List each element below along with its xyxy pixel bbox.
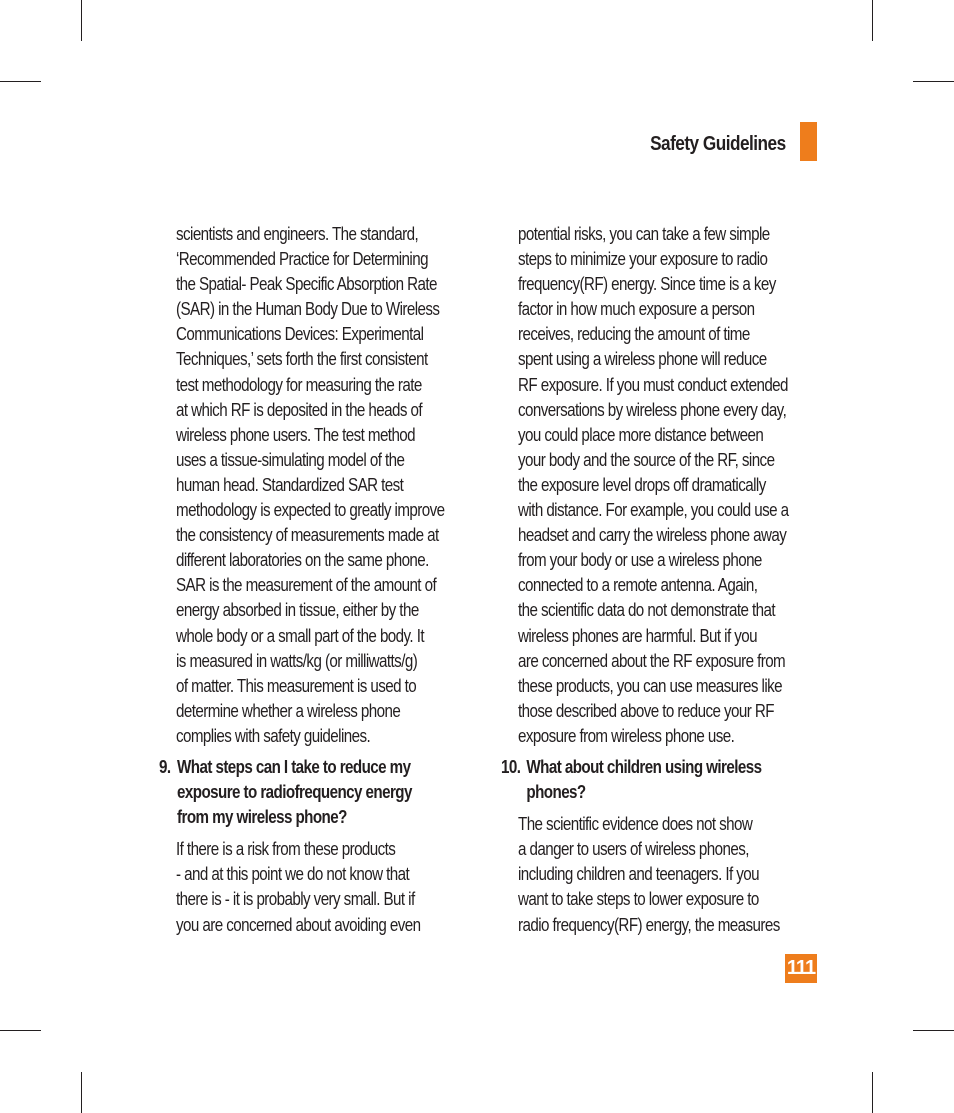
page-number: 111: [785, 954, 817, 983]
text-line: ‘Recommended Practice for Determining: [176, 248, 428, 270]
text-line: at which RF is deposited in the heads of: [176, 398, 423, 420]
text-line: the consistency of measurements made at: [176, 524, 439, 546]
text-line: steps to minimize your exposure to radio: [518, 248, 768, 270]
text-line: receives, reducing the amount of time: [518, 323, 750, 345]
text-line: the Spatial- Peak Specific Absorption Rate: [176, 273, 437, 295]
text-line: is measured in watts/kg (or milliwatts/g): [176, 649, 418, 671]
text-line: you could place more distance between: [518, 423, 764, 445]
right-column: [501, 221, 821, 937]
text-line: uses a tissue-simulating model of the: [176, 448, 405, 470]
text-line: What steps can I take to reduce my: [177, 755, 411, 777]
text-line: exposure from wireless phone use.: [518, 724, 735, 746]
text-line: If there is a risk from these products: [176, 838, 396, 860]
text-line: potential risks, you can take a few simple: [518, 223, 770, 244]
question-number: 9.: [159, 755, 171, 777]
text-line: those described above to reduce your RF: [518, 699, 774, 721]
text-line: want to take steps to lower exposure to: [518, 888, 759, 910]
text-line: spent using a wireless phone will reduce: [518, 348, 767, 370]
text-line: a danger to users of wireless phones,: [518, 838, 749, 860]
text-line: you are concerned about avoiding even: [176, 913, 421, 935]
text-line: connected to a remote antenna. Again,: [518, 574, 758, 596]
crop-mark-top-right-horizontal: [913, 81, 954, 82]
text-line: including children and teenagers. If you: [518, 863, 760, 885]
text-line: wireless phones are harmful. But if you: [518, 624, 758, 646]
text-line: (SAR) in the Human Body Due to Wireless: [176, 298, 440, 320]
text-line: test methodology for measuring the rate: [176, 373, 422, 395]
text-line: from your body or use a wireless phone: [518, 549, 762, 571]
text-line: your body and the source of the RF, since: [518, 448, 775, 470]
text-line: - and at this point we do not know that: [176, 863, 410, 885]
text-line: Communications Devices: Experimental: [176, 323, 424, 345]
text-line: methodology is expected to greatly improve: [176, 499, 445, 521]
text-line: What about children using wireless: [526, 755, 762, 777]
text-line: whole body or a small part of the body. It: [176, 624, 424, 646]
text-line: wireless phone users. The test method: [176, 423, 416, 445]
text-line: the scientific data do not demonstrate that: [518, 599, 775, 621]
text-line: complies with safety guidelines.: [176, 724, 371, 746]
text-line: headset and carry the wireless phone away: [518, 524, 787, 546]
text-line: conversations by wireless phone every day,: [518, 398, 787, 420]
text-line: radio frequency(RF) energy, the measures: [518, 913, 780, 935]
text-line: RF exposure. If you must conduct extended: [518, 373, 788, 395]
text-line: phones?: [526, 781, 586, 803]
text-line: these products, you can use measures like: [518, 674, 783, 696]
question-9-heading: [159, 754, 479, 829]
section-accent-bar: [800, 122, 817, 161]
text-line: human head. Standardized SAR test: [176, 473, 404, 495]
text-line: with distance. For example, you could use a: [518, 499, 789, 521]
text-line: factor in how much exposure a person: [518, 298, 755, 320]
text-line: are concerned about the RF exposure from: [518, 649, 786, 671]
text-line: SAR is the measurement of the amount of: [176, 574, 437, 596]
left-column: [159, 221, 479, 937]
text-line: different laboratories on the same phone.: [176, 549, 429, 571]
question-10-heading: [501, 754, 821, 804]
text-line: Techniques,’ sets forth the first consistent: [176, 348, 428, 370]
text-line: determine whether a wireless phone: [176, 699, 401, 721]
text-line: there is - it is probably very small. But if: [176, 888, 415, 910]
section-title: Safety Guidelines: [650, 133, 786, 155]
text-line: frequency(RF) energy. Since time is a key: [518, 273, 776, 295]
text-line: The scientific evidence does not show: [518, 813, 753, 835]
crop-mark-bottom-left-vertical: [81, 1072, 82, 1113]
crop-mark-bottom-left-horizontal: [0, 1030, 41, 1031]
left-paragraph-2: [176, 836, 476, 936]
question-number: 10.: [501, 755, 521, 777]
right-paragraph-1: [518, 221, 818, 748]
text-line: exposure to radiofrequency energy: [177, 781, 412, 803]
text-line: from my wireless phone?: [177, 806, 347, 828]
crop-mark-top-left-vertical: [81, 0, 82, 41]
crop-mark-bottom-right-horizontal: [913, 1030, 954, 1031]
right-paragraph-2: [518, 811, 818, 936]
text-line: energy absorbed in tissue, either by the: [176, 599, 419, 621]
text-line: the exposure level drops off dramatically: [518, 473, 766, 495]
text-line: scientists and engineers. The standard,: [176, 223, 419, 244]
crop-mark-top-left-horizontal: [0, 81, 41, 82]
left-paragraph-1: [176, 221, 476, 748]
crop-mark-top-right-vertical: [872, 0, 873, 41]
text-line: of matter. This measurement is used to: [176, 674, 417, 696]
crop-mark-bottom-right-vertical: [872, 1072, 873, 1113]
